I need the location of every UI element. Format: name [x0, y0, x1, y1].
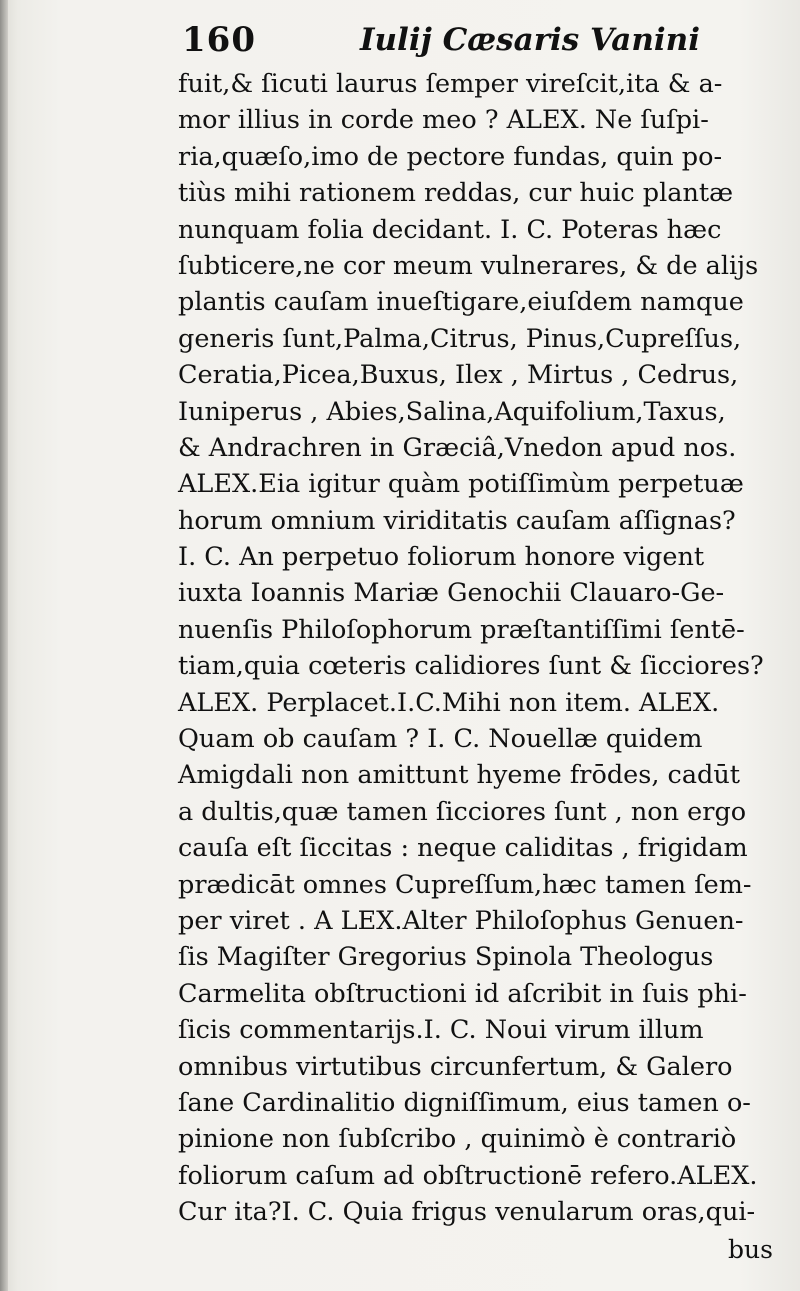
text-line: ALEX. Perplacet.I.C.Mihi non item. ALEX.: [178, 687, 720, 718]
text-line: tiam,quia cœteris calidiores ſunt & ſicciores?: [178, 651, 764, 682]
text-line: ſicis commentarijs.I. C. Noui virum illum: [178, 1015, 704, 1046]
text-line: Quam ob cauſam ? I. C. Nouellæ quidem: [178, 724, 703, 755]
catchword: bus: [728, 1235, 773, 1264]
text-line: Iuniperus , Abies,Salina,Aquifolium,Taxus,: [178, 396, 726, 427]
body-text: [178, 66, 773, 1231]
text-line: ſubticere,ne cor meum vulnerares, & de alijs: [178, 250, 759, 281]
text-line: fuit,& ſicuti laurus ſemper vireſcit,ita & a-: [178, 69, 723, 99]
text-line: omnibus virtutibus circunfertum, & Galero: [178, 1051, 733, 1082]
text-line: cauſa eſt ſiccitas : neque caliditas , frigidam: [178, 833, 748, 864]
text-line: ria,quæſo,imo de pectore fundas, quin po-: [178, 141, 723, 172]
text-line: mor illius in corde meo ? ALEX. Ne ſuſpi-: [178, 105, 709, 136]
text-line: prædicāt omnes Cupreſſum,hæc tamen ſem-: [178, 869, 752, 900]
running-head: Iulij Cæsaris Vanini: [360, 22, 700, 58]
text-line: per viret . A LEX.Alter Philoſophus Genuen-: [178, 905, 744, 936]
text-line: horum omnium viriditatis cauſam aſſignas?: [178, 505, 736, 536]
text-line: iuxta Ioannis Mariæ Genochii Clauaro-Ge-: [178, 578, 725, 609]
text-line: tiùs mihi rationem reddas, cur huic plantæ: [178, 178, 734, 209]
text-line: Carmelita obſtructioni id aſcribit in ſuis phi-: [178, 978, 747, 1009]
text-line: a dultis,quæ tamen ſicciores ſunt , non ergo: [178, 796, 747, 827]
text-line: ALEX.Eia igitur quàm potiſſimùm perpetuæ: [178, 469, 744, 500]
page-gutter: [0, 0, 8, 1291]
text-line: I. C. An perpetuo foliorum honore vigent: [178, 542, 705, 573]
page-header: [182, 20, 772, 64]
text-line: nuenſis Philoſophorum præſtantiſſimi ſentē-: [178, 614, 745, 645]
text-line: ſane Cardinalitio digniſſimum, eius tamen o-: [178, 1087, 751, 1118]
text-line: pinione non ſubſcribo , quinimò è contrariò: [178, 1124, 737, 1155]
text-line: generis ſunt,Palma,Citrus, Pinus,Cupreſſus,: [178, 323, 742, 354]
text-line: nunquam folia decidant. I. C. Poteras hæc: [178, 214, 722, 245]
text-line: foliorum caſum ad obſtructionē refero.ALEX.: [178, 1160, 758, 1191]
page-number: 160: [182, 20, 256, 60]
text-line: ſis Magiſter Gregorius Spinola Theologus: [178, 942, 714, 973]
text-line: Ceratia,Picea,Buxus, Ilex , Mirtus , Cedrus,: [178, 360, 739, 391]
text-line: Amigdali non amittunt hyeme frōdes, cadūt: [178, 760, 741, 791]
text-line: & Andrachren in Græciâ,Vnedon apud nos.: [178, 432, 737, 463]
text-line: plantis cauſam inueſtigare,eiuſdem namque: [178, 287, 744, 318]
text-line: Cur ita?I. C. Quia frigus venularum oras,qui-: [178, 1197, 756, 1228]
